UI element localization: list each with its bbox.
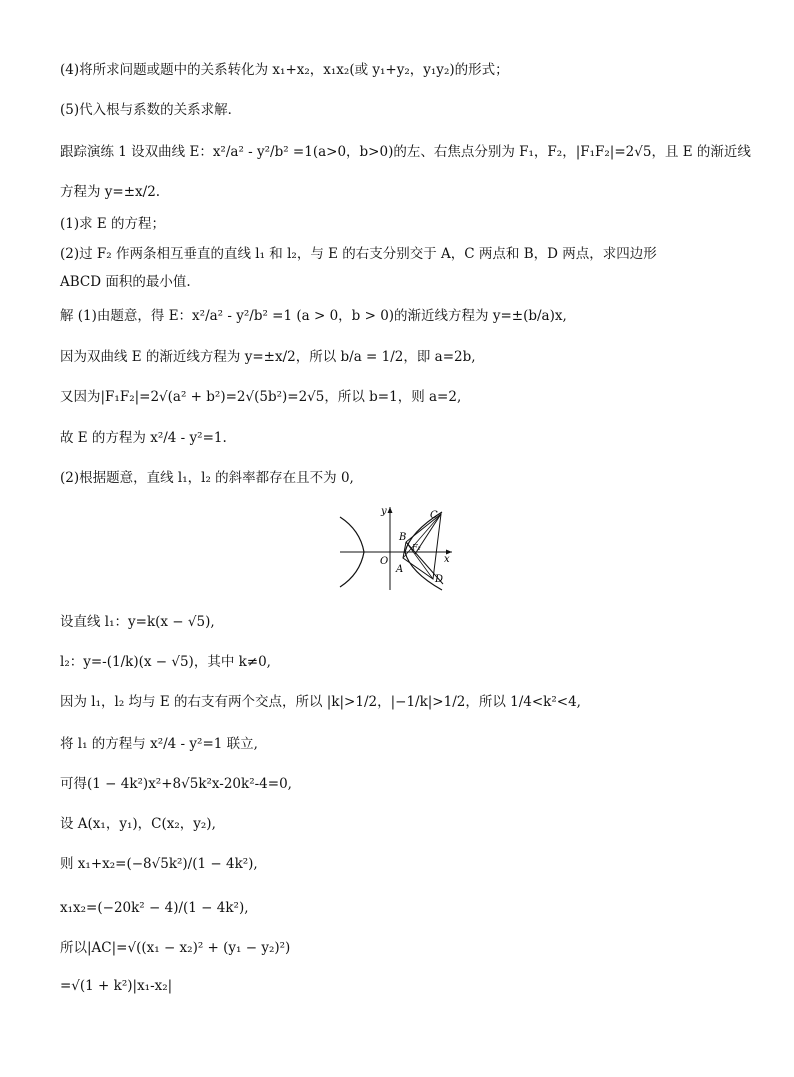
line-19: 则 x₁+x₂=(−8√5k²)/(1 − 4k²), xyxy=(60,856,258,872)
line-8: 解 (1)由题意，得 E：x²/a² - y²/b² =1 (a > 0，b > 0)的渐近线方程为 y=±(b/a)x, xyxy=(60,308,567,324)
line-20: x₁x₂=(−20k² − 4)/(1 − 4k²), xyxy=(60,900,249,916)
label-point-c: C xyxy=(430,510,438,521)
line-6: (2)过 F₂ 作两条相互垂直的直线 l₁ 和 l₂，与 E 的右支分别交于 A，C 两点和 B，D 两点，求四边形 xyxy=(60,246,657,262)
line-21: 所以|AC|=√((x₁ − x₂)² + (y₁ − y₂)²) xyxy=(60,940,291,956)
line-17: 可得(1 − 4k²)x²+8√5k²x-20k²-4=0, xyxy=(60,776,292,792)
label-x-axis: x xyxy=(444,554,450,565)
line-22: =√(1 + k²)|x₁-x₂| xyxy=(60,978,173,994)
line-9: 因为双曲线 E 的渐近线方程为 y=±x/2，所以 b/a = 1/2，即 a=2b, xyxy=(60,349,476,365)
line-11: 故 E 的方程为 x²/4 - y²=1. xyxy=(60,430,227,446)
label-point-d: D xyxy=(435,574,444,585)
line-2: (5)代入根与系数的关系求解． xyxy=(60,102,242,118)
line-16: 将 l₁ 的方程与 x²/4 - y²=1 联立, xyxy=(60,736,258,752)
line-5: (1)求 E 的方程； xyxy=(60,216,166,232)
line-1: (4)将所求问题或题中的关系转化为 x₁+x₂，x₁x₂(或 y₁+y₂，y₁y₂)的形式； xyxy=(60,62,509,78)
line-7: ABCD 面积的最小值. xyxy=(60,274,191,290)
line-14: l₂：y=-(1/k)(x − √5)，其中 k≠0, xyxy=(60,654,271,670)
label-origin: O xyxy=(380,556,389,567)
line-18: 设 A(x₁，y₁)，C(x₂，y₂), xyxy=(60,816,216,832)
label-point-a: A xyxy=(396,564,404,575)
label-focus: F₂ xyxy=(412,543,421,552)
line-12: (2)根据题意，直线 l₁，l₂ 的斜率都存在且不为 0, xyxy=(60,470,354,486)
line-10: 又因为|F₁F₂|=2√(a² + b²)=2√(5b²)=2√5，所以 b=1，则 a=2, xyxy=(60,389,462,405)
label-point-b: B xyxy=(399,532,407,543)
label-y-axis: y xyxy=(381,506,387,517)
line-15: 因为 l₁，l₂ 均与 E 的右支有两个交点，所以 |k|>1/2，|−1/k|>1/2，所以 1/4<k²<4, xyxy=(60,694,581,710)
line-3: 跟踪演练 1 设双曲线 E：x²/a² - y²/b² =1(a>0，b>0)的左、右焦点分别为 F₁，F₂，|F₁F₂|=2√5，且 E 的渐近线 xyxy=(60,144,751,160)
line-4: 方程为 y=±x/2. xyxy=(60,184,161,200)
hyperbola-figure xyxy=(330,502,460,596)
line-13: 设直线 l₁：y=k(x − √5), xyxy=(60,614,215,630)
